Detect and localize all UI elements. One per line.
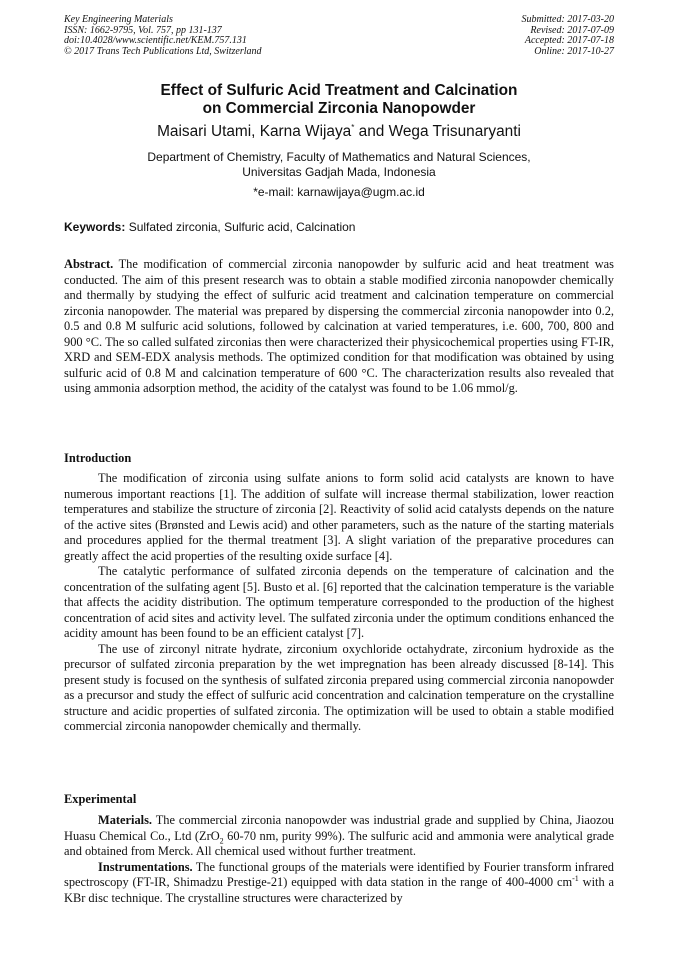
corresponding-author-mark: * [351,122,355,132]
online-date: Online: 2017-10-27 [534,45,614,57]
materials-lead: Materials. [98,813,153,827]
intro-paragraph: The catalytic performance of sulfated zirconia depends on the temperature of calcination and the concentration of the sulfating agent [5]. Busto et al. [6] reported that the calcination temperature is the variable that affects the acidity distribution. The optimum temperature corresponded to the production of the highest concentration of acid sites and activity level. The sulfated zirconia under the optimum conditions enhanced the acidity amount has been found to be an efficient catalyst [7]. [64,564,614,640]
materials-text-a: The commercial zirconia nanopowder was industrial grade and supplied by China, Jiaozou Huasu Chemical Co., Ltd (ZrO [64,813,614,843]
abstract [64,257,614,397]
paper-title [64,82,614,118]
materials-text-b: 60-70 nm, purity 99%). The sulfuric acid and ammonia were analytical grade and obtained from Merck. All chemical used without further treatment. [64,828,614,858]
experimental-body [64,813,614,906]
materials-paragraph [64,813,614,860]
authors-part-2: and Wega Trisunaryanti [354,123,521,140]
instrumentations-text-b: with a KBr disc technique. The crystalline structures were characterized by [64,875,614,905]
affiliation-line-2: Universitas Gadjah Mada, Indonesia [242,164,436,179]
doi-line[interactable]: doi:10.4028/www.scientific.net/KEM.757.131 [64,35,247,47]
intro-paragraph: The use of zirconyl nitrate hydrate, zirconium oxychloride octahydrate, zirconium hydroxide as the precursor of sulfated zirconia preparation by the wet impregnation has been already discussed [8-14]. This present study is focused on the synthesis of sulfated zirconia prepared using commercial zirconia nanopowder as a precursor and study the effect of sulfuric acid concentration and calcination temperature on the crystalline structure and acidic properties of sulfated zirconia. The optimization will be used to obtain a stable modified commercial zirconia nanopowder chemically and thermally. [64,641,614,733]
copyright-line: © 2017 Trans Tech Publications Ltd, Switzerland [64,45,262,57]
affiliation [64,150,614,179]
introduction-body [64,471,614,735]
title-line-2: on Commercial Zirconia Nanopowder [202,100,476,117]
affiliation-line-1: Department of Chemistry, Faculty of Mathematics and Natural Sciences, [147,150,531,164]
title-line-1: Effect of Sulfuric Acid Treatment and Calcination [160,82,518,99]
materials-subscript: 2 [219,835,224,845]
abstract-label: Abstract. [64,257,114,271]
instrumentations-superscript: -1 [572,873,579,883]
intro-paragraph: The modification of zirconia using sulfate anions to form solid acid catalysts are known to have numerous important reactions [1]. The addition of sulfate will increase thermal stabilization, lower reaction temperatures and stabilize the structure of zirconia [2]. Reactivity of solid acid catalysts depends on the nature of the active sites (Brønsted and Lewis acid) and other parameters, such as the nature of the starting materials and procedures applied for the thermal treatment [3]. A slight variation of the preparative procedures can greatly affect the acid properties of the resulting oxide surface [4]. [64,471,614,563]
instrumentations-paragraph [64,860,614,907]
instrumentations-lead: Instrumentations. [98,859,193,874]
keywords-label: Keywords: [64,220,126,234]
instrumentations-text-a: The functional groups of the materials were identified by Fourier transform infrared spectroscopy (FT-IR, Shimadzu Prestige-21) equipped with data station in the range of 400-4000 cm [64,859,614,889]
journal-info [64,15,262,57]
revised-date: Revised: 2017-07-09 [530,24,614,36]
accepted-date: Accepted: 2017-07-18 [524,35,614,47]
submitted-date: Submitted: 2017-03-20 [521,14,614,25]
issn-line: ISSN: 1662-9795, Vol. 757, pp 131-137 [64,24,222,36]
journal-name: Key Engineering Materials [64,14,173,25]
authors-part-1: Maisari Utami, Karna Wijaya [157,123,352,140]
introduction-heading: Introduction [64,451,132,465]
keywords [64,220,614,234]
keywords-text: Sulfated zirconia, Sulfuric acid, Calcination [125,220,356,234]
abstract-text: The modification of commercial zirconia nanopowder by sulfuric acid and heat treatment was conducted. The aim of this present research was to obtain a stable modified zirconia nanopowder chemically and thermally by studying the effect of sulfuric acid treatment and calcination temperature on commercial zirconia nanopowder. The material was prepared by dispersing the commercial zirconia nanopowder into 0.2, 0.5 and 0.8 M sulfuric acid solutions, followed by calcination at varied temperatures, i.e. 600, 700, 800 and 900 °C. The so called sulfated zirconias then were characterized their physicochemical properties using FT-IR, XRD and SEM-EDX analysis methods. The optimized condition for that modification was obtained by using sulfuric acid of 0.8 M and calcination temperature of 600 °C. The characterization results also revealed that using ammonia adsorption method, the acidity of the catalyst was found to be 1.06 mmol/g. [64,257,614,395]
author-list [64,123,614,141]
contact-email[interactable]: *e-mail: karnawijaya@ugm.ac.id [253,185,425,199]
submission-dates [522,15,615,57]
experimental-heading: Experimental [64,792,137,806]
